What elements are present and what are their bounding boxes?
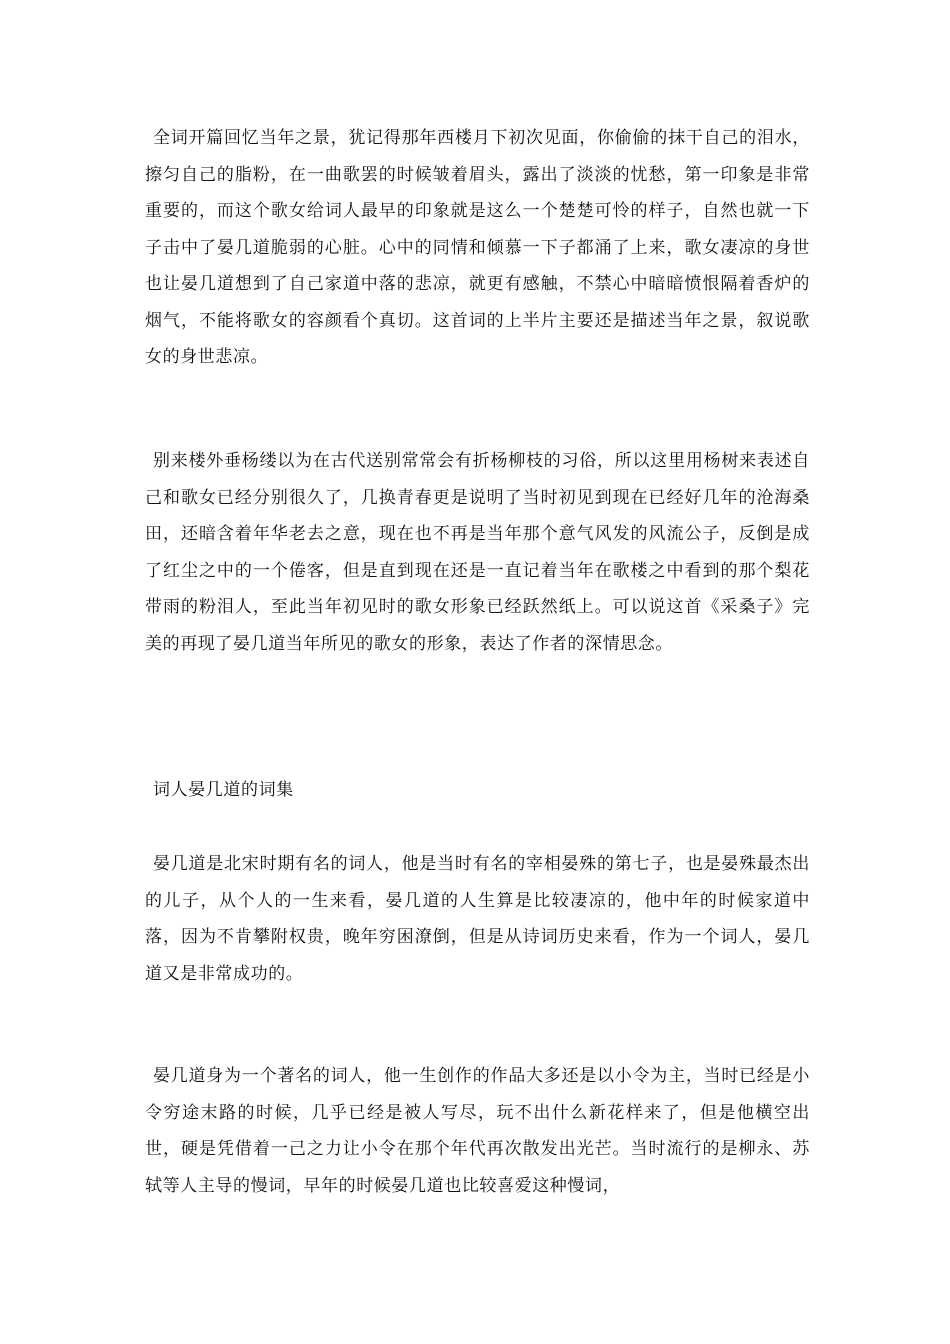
paragraph-2: 别来楼外垂杨缕以为在古代送别常常会有折杨柳枝的习俗，所以这里用杨树来表述自己和歌女已经分别很久了，几换青春更是说明了当时初见到现在已经好几年的沧海桑田，还暗含着年华老去之意，现在也不再是当年那个意气风发的风流公子，反倒是成了红尘之中的一个倦客，但是直到现在还是一直记着当年在歌楼之中看到的那个梨花带雨的粉泪人，至此当年初见时的歌女形象已经跃然纸上。可以说这首《采桑子》完美的再现了晏几道当年所见的歌女的形象，表达了作者的深情思念。 <box>145 451 810 654</box>
paragraph-1: 全词开篇回忆当年之景，犹记得那年西楼月下初次见面，你偷偷的抹干自己的泪水，擦匀自己的脂粉，在一曲歌罢的时候皱着眉头，露出了淡淡的忧愁，第一印象是非常重要的，而这个歌女给词人最早的印象就是这么一个楚楚可怜的样子，自然也就一下子击中了晏几道脆弱的心脏。心中的同情和倾慕一下子都涌了上来，歌女凄凉的身世也让晏几道想到了自己家道中落的悲凉，就更有感触，不禁心中暗暗愤恨隔着香炉的烟气，不能将歌女的容颜看个真切。这首词的上半片主要还是描述当年之景，叙说歌女的身世悲凉。 <box>145 128 810 367</box>
section-paragraph-1: 晏几道是北宋时期有名的词人，他是当时有名的宰相晏殊的第七子，也是晏殊最杰出的儿子，从个人的一生来看，晏几道的人生算是比较凄凉的，他中年的时候家道中落，因为不肯攀附权贵，晚年穷困潦倒，但是从诗词历史来看，作为一个词人，晏几道又是非常成功的。 <box>145 854 810 984</box>
section-heading: 词人晏几道的词集 <box>153 780 294 800</box>
section-paragraph-2: 晏几道身为一个著名的词人，他一生创作的作品大多还是以小令为主，当时已经是小令穷途末路的时候，几乎已经是被人写尽，玩不出什么新花样来了，但是他横空出世，硬是凭借着一己之力让小令在那个年代再次散发出光芒。当时流行的是柳永、苏轼等人主导的慢词，早年的时候晏几道也比较喜爱这种慢词， <box>145 1066 810 1196</box>
